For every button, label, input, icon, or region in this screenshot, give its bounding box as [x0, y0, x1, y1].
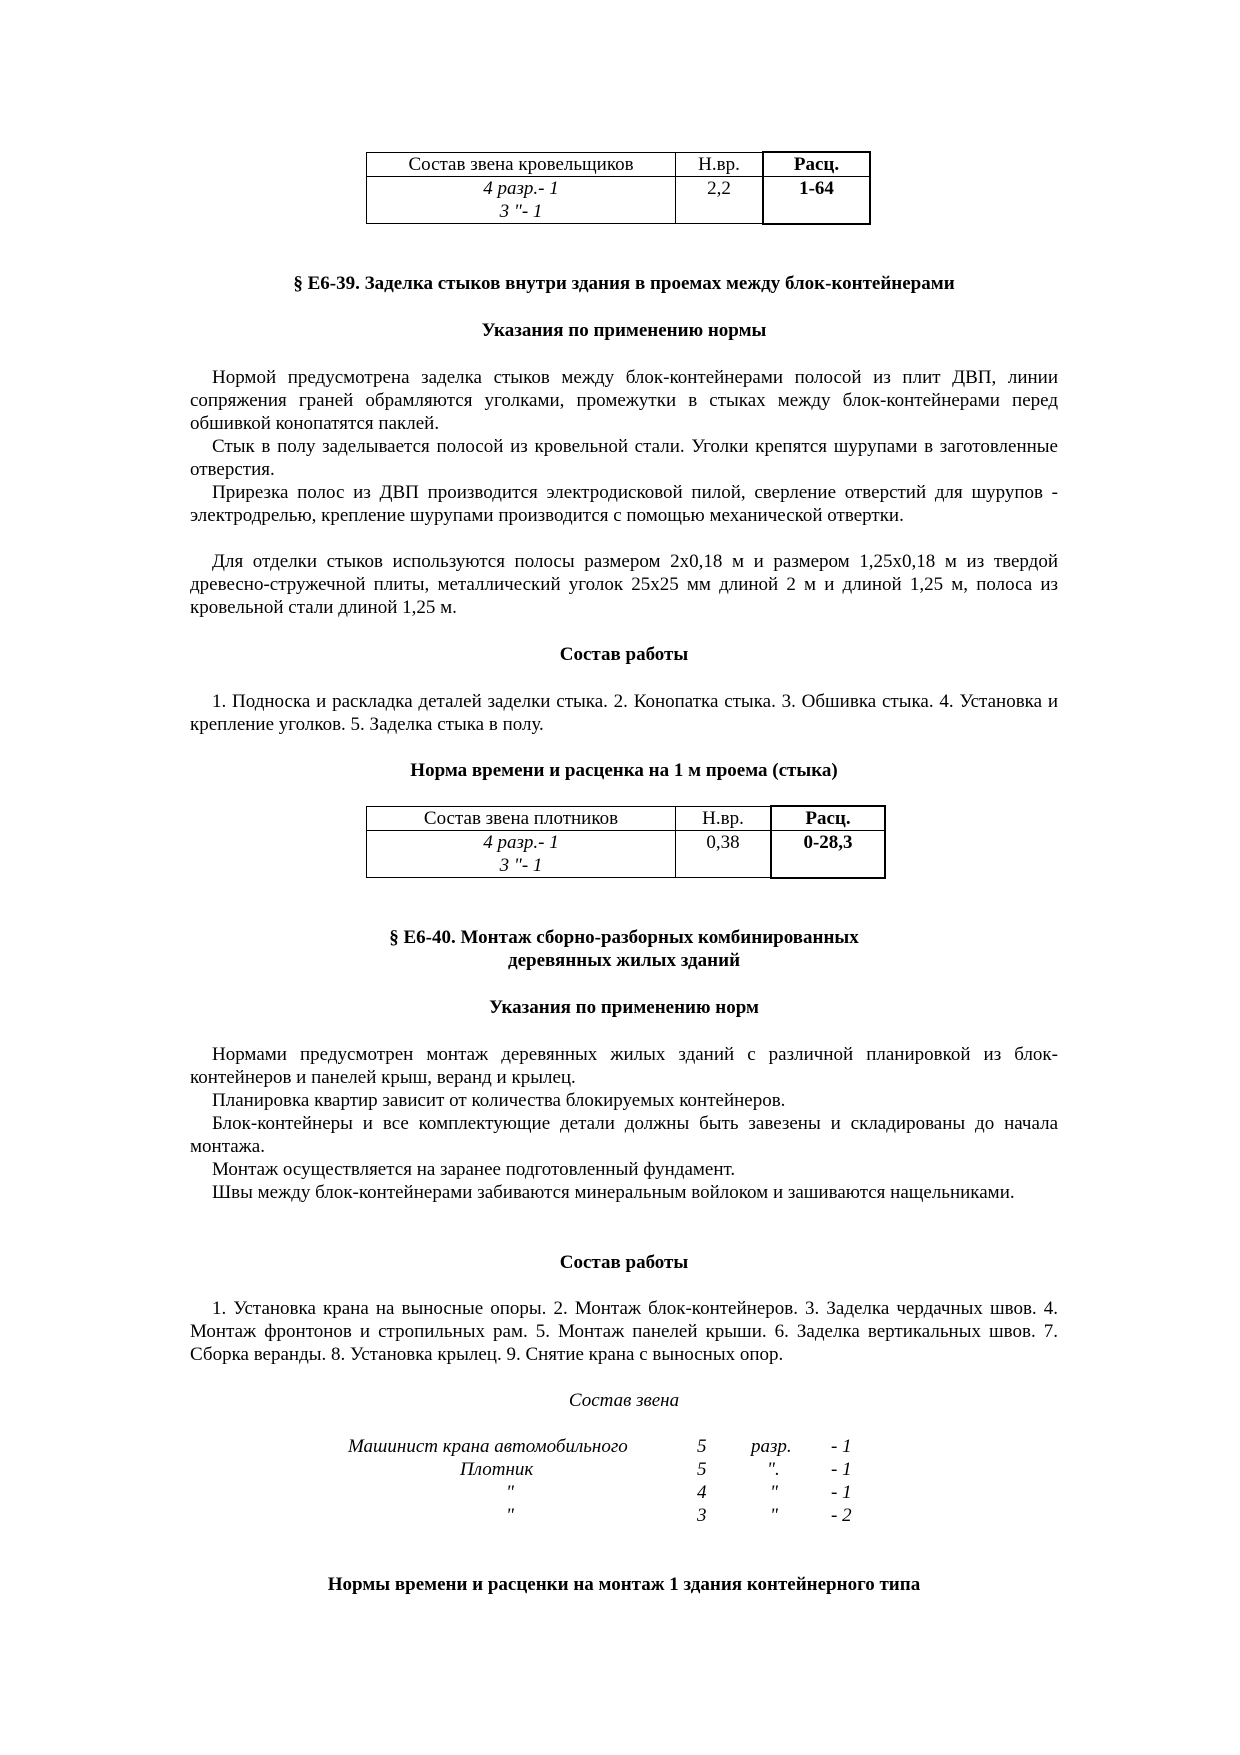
section-39-work-text: 1. Подноска и раскладка деталей заделки стыка. 2. Конопатка стыка. 3. Обшивка стыка. 4. Установка и крепление уголков. 5. Заделка стыка в полу.	[190, 691, 1058, 735]
carpenters-norm-table	[366, 805, 886, 879]
crew-role: "	[506, 1505, 514, 1526]
crew-line: 4 разр.- 1	[483, 178, 559, 199]
table-header-rate: Расц.	[763, 152, 870, 177]
crew-count: - 1	[831, 1459, 852, 1480]
section-39-guide-heading: Указания по применению нормы	[481, 320, 767, 341]
crew-unit: ".	[767, 1459, 780, 1480]
crew-unit: "	[770, 1505, 778, 1526]
crew-role: Машинист крана автомобильного	[348, 1436, 628, 1457]
crew-role: "	[506, 1482, 514, 1503]
section-40-guide-heading: Указания по применению норм	[489, 997, 759, 1018]
section-39-paragraph: Стык в полу заделывается полосой из кровельной стали. Уголки крепятся шурупами в заготовленные отверстия.	[190, 436, 1058, 480]
section-40-paragraph: Нормами предусмотрен монтаж деревянных жилых зданий с различной планировкой из блок-контейнеров и панелей крыш, веранд и крылец.	[190, 1044, 1058, 1088]
crew-grade: 4	[697, 1482, 707, 1503]
table-norm-value: 2,2	[676, 177, 764, 224]
section-40-norms-heading: Нормы времени и расценки на монтаж 1 здания контейнерного типа	[327, 1574, 921, 1595]
section-40-title-line1: § Е6-40. Монтаж сборно-разборных комбинированных	[389, 927, 859, 948]
crew-role: Плотник	[460, 1459, 534, 1480]
table-crew-cell	[367, 831, 676, 878]
crew-count: - 1	[831, 1436, 852, 1457]
roofers-norm-table	[366, 151, 871, 225]
section-40-paragraph: Монтаж осуществляется на заранее подготовленный фундамент.	[212, 1159, 736, 1180]
crew-line: 4 разр.- 1	[483, 832, 559, 853]
table-norm-value: 0,38	[676, 831, 772, 878]
crew-unit: разр.	[751, 1436, 792, 1457]
table-header-norm: Н.вр.	[676, 806, 772, 831]
table-header-rate: Расц.	[771, 806, 885, 831]
crew-unit: "	[770, 1482, 778, 1503]
table-crew-cell	[367, 177, 676, 224]
section-40-work-text: 1. Установка крана на выносные опоры. 2. Монтаж блок-контейнеров. 3. Заделка чердачных швов. 4. Монтаж фронтонов и стропильных рам. 5. Монтаж панелей крыши. 6. Заделка вертикальных швов. 7. Сборка веранды. 8. Установка крылец. 9. Снятие крана с выносных опор.	[190, 1298, 1058, 1365]
section-39-paragraph: Нормой предусмотрена заделка стыков между блок-контейнерами полосой из плит ДВП, линии сопряжения граней обрамляются уголками, промежутки в стыках между блок-контейнерами перед обшивкой конопатятся паклей.	[190, 367, 1058, 434]
section-40-title-line2: деревянных жилых зданий	[507, 950, 741, 971]
table-header-crew: Состав звена плотников	[367, 806, 676, 831]
crew-line: 3 "- 1	[499, 201, 543, 222]
section-40-paragraph: Швы между блок-контейнерами забиваются минеральным войлоком и зашиваются нащельниками.	[212, 1182, 1015, 1203]
crew-heading: Состав звена	[568, 1390, 680, 1411]
crew-grade: 3	[697, 1505, 707, 1526]
table-header-norm: Н.вр.	[676, 152, 764, 177]
section-39-paragraph: Для отделки стыков используются полосы размером 2х0,18 м и размером 1,25х0,18 м из твердой древесно-стружечной плиты, металлический уголок 25х25 мм длиной 2 м и длиной 1,25 м, полоса из кровельной стали длиной 1,25 м.	[190, 551, 1058, 618]
section-39-norm-heading: Норма времени и расценка на 1 м проема (стыка)	[410, 760, 838, 781]
table-rate-value: 0-28,3	[771, 831, 885, 878]
section-40-work-heading: Состав работы	[559, 1252, 689, 1273]
crew-count: - 1	[831, 1482, 852, 1503]
table-header-crew: Состав звена кровельщиков	[367, 152, 676, 177]
section-40-paragraph: Блок-контейнеры и все комплектующие детали должны быть завезены и складированы до начала монтажа.	[190, 1113, 1058, 1157]
section-39-title: § Е6-39. Заделка стыков внутри здания в проемах между блок-контейнерами	[293, 273, 955, 294]
crew-count: - 2	[831, 1505, 852, 1526]
section-39-paragraph: Прирезка полос из ДВП производится электродисковой пилой, сверление отверстий для шурупов - электродрелью, крепление шурупами производится с помощью механической отвертки.	[190, 482, 1058, 526]
table-rate-value: 1-64	[763, 177, 870, 224]
section-39-work-heading: Состав работы	[559, 644, 689, 665]
crew-grade: 5	[697, 1459, 707, 1480]
crew-line: 3 "- 1	[499, 855, 543, 876]
crew-composition-list	[190, 1435, 1058, 1527]
section-40-paragraph: Планировка квартир зависит от количества блокируемых контейнеров.	[212, 1090, 786, 1111]
crew-grade: 5	[697, 1436, 707, 1457]
